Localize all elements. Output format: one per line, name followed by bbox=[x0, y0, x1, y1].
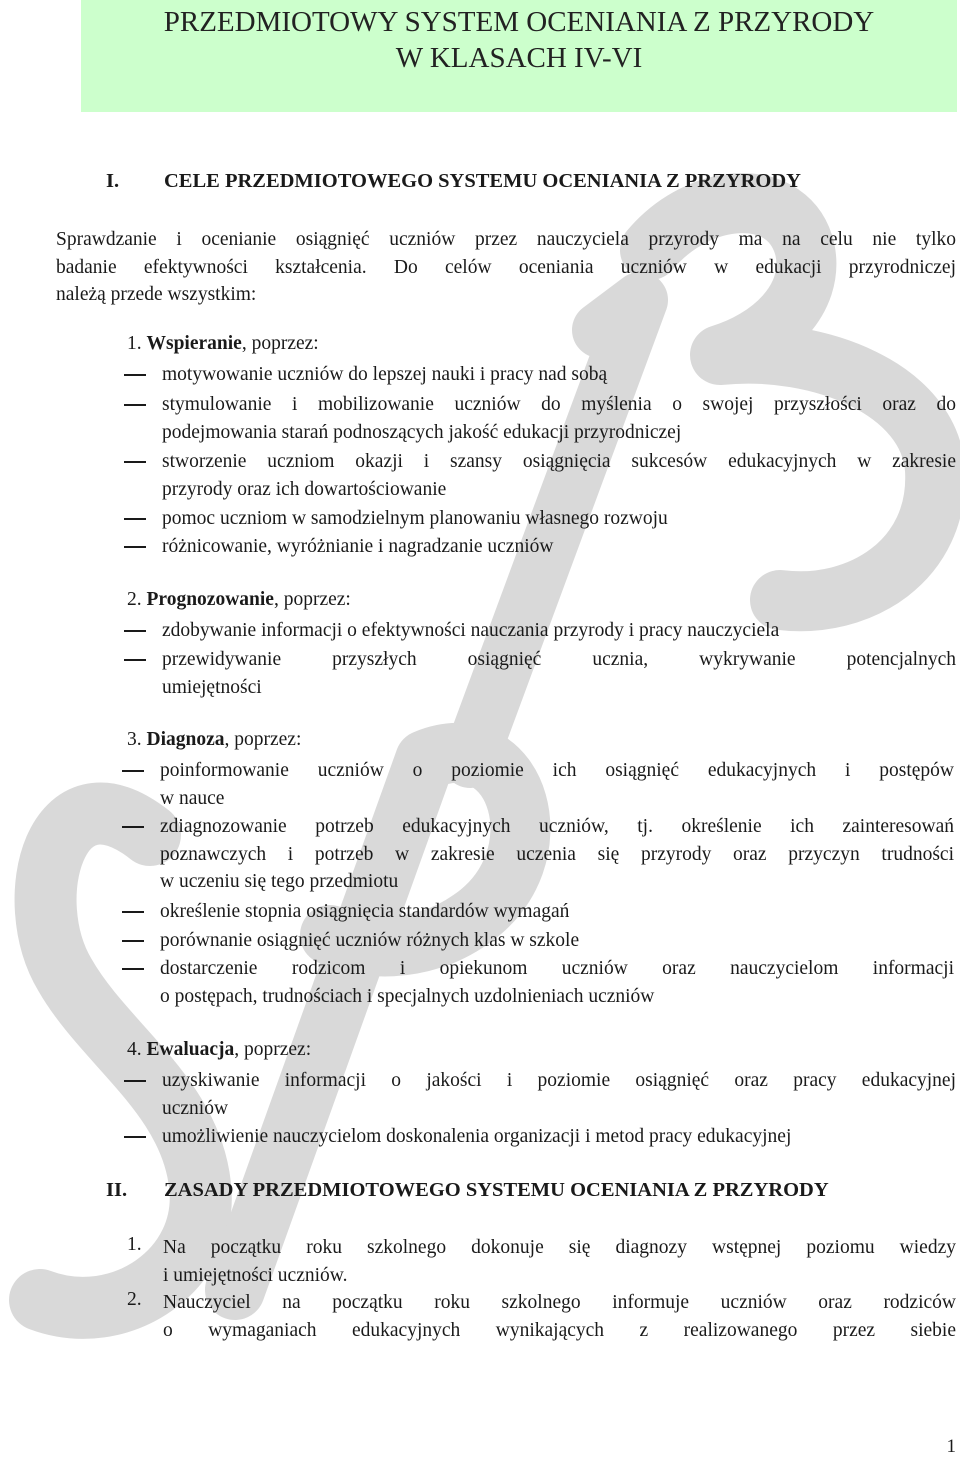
list-item-text: umiejętności bbox=[162, 676, 262, 698]
intro-line: należą przede wszystkim: bbox=[56, 284, 257, 305]
list-item-text: przyrody oraz ich dowartościowanie bbox=[162, 478, 447, 500]
dash-bullet-icon bbox=[124, 646, 146, 674]
section-1-number: I. bbox=[106, 170, 120, 192]
goal-number: 4. bbox=[127, 1039, 142, 1060]
goal-suffix: , poprzez: bbox=[234, 1039, 312, 1060]
list-item-text: uczniów bbox=[162, 1097, 229, 1119]
goal-2-heading bbox=[127, 589, 351, 611]
dash-bullet-icon bbox=[124, 505, 146, 533]
dash-bullet-icon bbox=[122, 927, 144, 955]
list-item-text: poznawczych i potrzeb w zakresie uczenia się przyrody oraz przyczyn trudności bbox=[160, 843, 954, 865]
list-item-text: w nauce bbox=[160, 787, 225, 809]
section-1-title: CELE PRZEDMIOTOWEGO SYSTEMU OCENIANIA Z PRZYRODY bbox=[164, 170, 801, 192]
list-item-text: różnicowanie, wyróżnianie i nagradzanie uczniów bbox=[162, 536, 554, 557]
intro-line: badanie efektywności kształcenia. Do celów oceniania uczniów w edukacji przyrodniczej bbox=[56, 256, 956, 278]
dash-bullet-icon bbox=[124, 361, 146, 389]
goal-number: 2. bbox=[127, 589, 142, 610]
goal-number: 1. bbox=[127, 333, 142, 354]
list-item-text: pomoc uczniom w samodzielnym planowaniu własnego rozwoju bbox=[162, 508, 668, 529]
list-item-text: zdobywanie informacji o efektywności nauczania przyrody i pracy nauczyciela bbox=[162, 620, 780, 641]
list-item-text: porównanie osiągnięć uczniów różnych klas w szkole bbox=[160, 930, 580, 951]
dash-bullet-icon bbox=[122, 757, 144, 785]
page-number: 1 bbox=[946, 1436, 956, 1457]
list-item-text: zdiagnozowanie potrzeb edukacyjnych uczniów, tj. określenie ich zainteresowań bbox=[160, 816, 954, 837]
goal-name: Prognozowanie bbox=[146, 589, 274, 610]
dash-bullet-icon bbox=[124, 617, 146, 645]
goal-4-heading bbox=[127, 1039, 311, 1061]
dash-bullet-icon bbox=[122, 813, 144, 841]
rule-number: 2. bbox=[127, 1289, 142, 1310]
goal-1-heading bbox=[127, 333, 319, 355]
list-item-text: stymulowanie i mobilizowanie uczniów do myślenia o swojej przyszłości oraz do bbox=[162, 394, 956, 415]
list-item-text: dostarczenie rodzicom i opiekunom uczniów oraz nauczycielom informacji bbox=[160, 958, 954, 979]
goal-suffix: , poprzez: bbox=[241, 333, 319, 354]
title-banner bbox=[81, 0, 957, 112]
dash-bullet-icon bbox=[124, 533, 146, 561]
list-item-text: motywowanie uczniów do lepszej nauki i pracy nad sobą bbox=[162, 364, 608, 385]
dash-bullet-icon bbox=[122, 955, 144, 983]
dash-bullet-icon bbox=[124, 1123, 146, 1151]
list-item-text: uzyskiwanie informacji o jakości i poziomie osiągnięć oraz pracy edukacyjnej bbox=[162, 1070, 956, 1091]
goal-3-heading bbox=[127, 729, 301, 751]
goal-number: 3. bbox=[127, 729, 142, 750]
goal-name: Ewaluacja bbox=[146, 1039, 235, 1060]
rule-number: 1. bbox=[127, 1234, 142, 1255]
rule-text: o wymaganiach edukacyjnych wynikających z realizowanego przez siebie bbox=[163, 1319, 956, 1341]
document-subtitle: W KLASACH IV-VI bbox=[395, 42, 643, 74]
dash-bullet-icon bbox=[122, 898, 144, 926]
section-2-title: ZASADY PRZEDMIOTOWEGO SYSTEMU OCENIANIA Z PRZYRODY bbox=[164, 1179, 829, 1201]
rule-text: i umiejętności uczniów. bbox=[163, 1264, 348, 1286]
dash-bullet-icon bbox=[124, 1067, 146, 1095]
section-2-number: II. bbox=[106, 1179, 128, 1201]
rule-text: Na początku roku szkolnego dokonuje się diagnozy wstępnej poziomu wiedzy bbox=[163, 1237, 956, 1258]
intro-line: Sprawdzanie i ocenianie osiągnięć uczniów przez nauczyciela przyrody ma na celu nie tylko bbox=[56, 229, 956, 250]
list-item-text: w uczeniu się tego przedmiotu bbox=[160, 871, 399, 892]
dash-bullet-icon bbox=[124, 391, 146, 419]
goal-suffix: , poprzez: bbox=[224, 729, 302, 750]
list-item-text: umożliwienie nauczycielom doskonalenia organizacji i metod pracy edukacyjnej bbox=[162, 1126, 792, 1147]
list-item-text: określenie stopnia osiągnięcia standardów wymagań bbox=[160, 901, 570, 922]
goal-name: Wspieranie bbox=[146, 333, 242, 354]
document-title: PRZEDMIOTOWY SYSTEM OCENIANIA Z PRZYRODY bbox=[163, 6, 875, 38]
list-item-text: przewidywanie przyszłych osiągnięć ucznia, wykrywanie potencjalnych bbox=[162, 649, 956, 670]
section-1-intro bbox=[56, 226, 956, 309]
list-item-text: podejmowania starań podnoszących jakość edukacji przyrodniczej bbox=[162, 421, 682, 443]
goal-name: Diagnoza bbox=[146, 729, 225, 750]
goal-suffix: , poprzez: bbox=[273, 589, 351, 610]
list-item-text: o postępach, trudnościach i specjalnych uzdolnieniach uczniów bbox=[160, 985, 655, 1007]
rule-text: Nauczyciel na początku roku szkolnego informuje uczniów oraz rodziców bbox=[163, 1292, 956, 1313]
dash-bullet-icon bbox=[124, 448, 146, 476]
list-item-text: stworzenie uczniom okazji i szansy osiągnięcia sukcesów edukacyjnych w zakresie bbox=[162, 451, 956, 472]
list-item-text: poinformowanie uczniów o poziomie ich osiągnięć edukacyjnych i postępów bbox=[160, 760, 954, 781]
